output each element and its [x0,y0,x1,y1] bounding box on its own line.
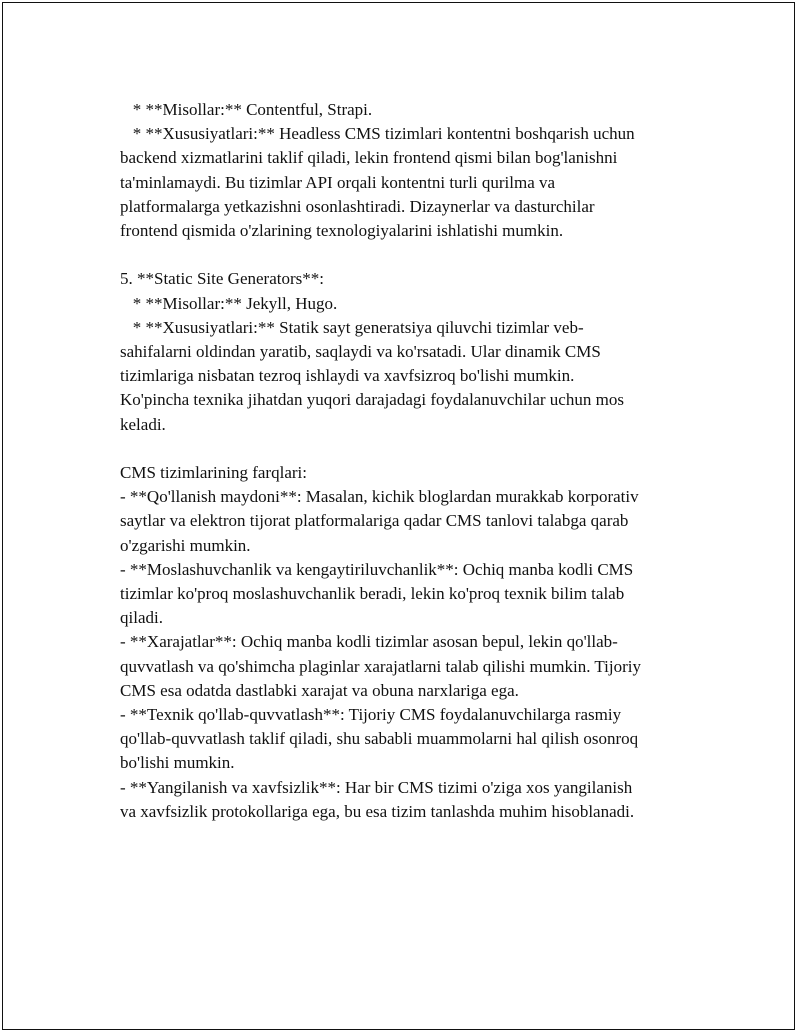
text-line: backend xizmatlarini taklif qiladi, lekin frontend qismi bilan bog'lanishni [120,148,618,168]
blank-line [120,437,700,461]
blank-line [120,243,700,267]
text-line: * **Misollar:** Jekyll, Hugo. [120,293,338,313]
text-line: - **Texnik qo'llab-quvvatlash**: Tijoriy CMS foydalanuvchilarga rasmiy [120,705,622,725]
text-line: CMS esa odatda dastlabki xarajat va obuna narxlariga ega. [120,680,519,700]
text-line: - **Yangilanish va xavfsizlik**: Har bir CMS tizimi o'ziga xos yangilanish [120,777,633,797]
text-line: ta'minlamaydi. Bu tizimlar API orqali kontentni turli qurilma va [120,172,556,192]
text-line: o'zgarishi mumkin. [120,535,251,555]
text-line: qiladi. [120,608,163,628]
text-line: tizimlariga nisbatan tezroq ishlaydi va xavfsizroq bo'lishi mumkin. [120,366,575,386]
text-line: qo'llab-quvvatlash taklif qiladi, shu sababli muammolarni hal qilish osonroq [120,729,639,749]
text-line: bo'lishi mumkin. [120,753,235,773]
text-line: va xavfsizlik protokollariga ega, bu esa tizim tanlashda muhim hisoblanadi. [120,801,635,821]
text-line: sahifalarni oldindan yaratib, saqlaydi va ko'rsatadi. Ular dinamik CMS [120,342,601,362]
text-line: * **Misollar:** Contentful, Strapi. [120,100,373,119]
text-line: * **Xususiyatlari:** Statik sayt generatsiya qiluvchi tizimlar veb- [120,317,584,337]
text-line: Ko'pincha texnika jihatdan yuqori darajadagi foydalanuvchilar uchun mos [120,390,624,410]
page-frame [2,2,795,1030]
text-line: * **Xususiyatlari:** Headless CMS tizimlari kontentni boshqarish uchun [120,124,635,144]
document-body [120,98,700,824]
text-line: tizimlar ko'proq moslashuvchanlik beradi, lekin ko'proq texnik bilim talab [120,584,625,604]
text-line: saytlar va elektron tijorat platformalariga qadar CMS tanlovi talabga qarab [120,511,629,531]
text-line: CMS tizimlarining farqlari: [120,463,307,483]
text-line: keladi. [120,414,166,434]
text-line: - **Qo'llanish maydoni**: Masalan, kichik bloglardan murakkab korporativ [120,487,639,507]
text-line: - **Xarajatlar**: Ochiq manba kodli tizimlar asosan bepul, lekin qo'llab- [120,632,618,652]
text-line: - **Moslashuvchanlik va kengaytiriluvchanlik**: Ochiq manba kodli CMS [120,559,634,579]
text-line: quvvatlash va qo'shimcha plaginlar xarajatlarni talab qilishi mumkin. Tijoriy [120,656,642,676]
text-line: platformalarga yetkazishni osonlashtiradi. Dizaynerlar va dasturchilar [120,196,595,216]
text-line: frontend qismida o'zlarining texnologiyalarini ishlatishi mumkin. [120,221,564,241]
text-line: 5. **Static Site Generators**: [120,269,324,289]
